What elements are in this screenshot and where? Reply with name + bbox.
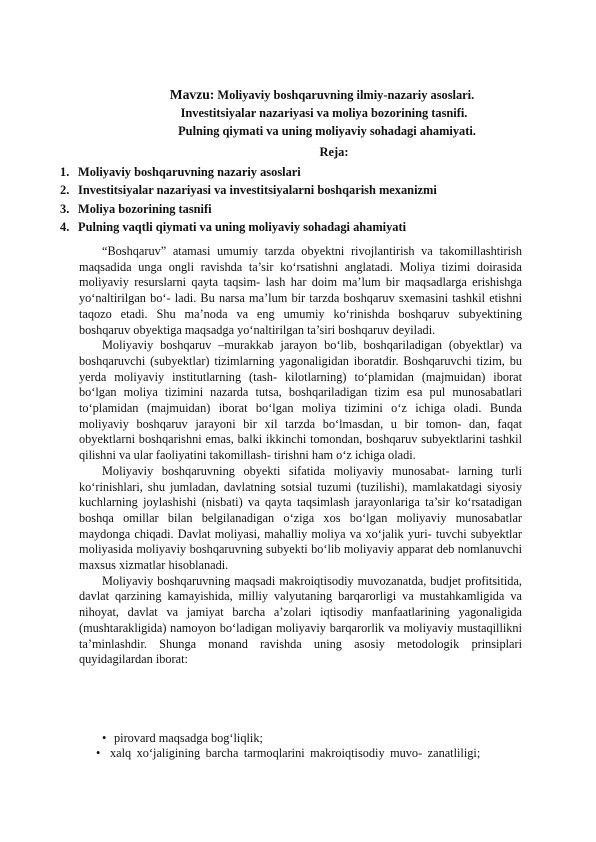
paragraph-1: “Boshqaruv” atamasi umumiy tarzda obyektni rivojlantirish va takomillashtirish maqsadida unga ongli ravishda ta’sir ko‘rsatishni anglatadi. Moliya tizimi doirasida moliyaviy resurslarni qayta taqsim- lash har doim ma’lum bir maqsadlarga erishishga yo‘naltirilgan bo‘- ladi. Bu narsa ma’lum bir tarzda boshqaruv sxemasini tashkil etishni taqozo etadi. Shu ma’noda va eng umumiy ko‘rinishda boshqaruv subyektining boshqaruv obyektiga maqsadga yo‘naltirilgan ta’siri boshqaruv deyiladi. [79, 244, 522, 337]
bullet-text: pirovard maqsadga bog‘liqlik; [114, 731, 263, 745]
paragraph-4: Moliyaviy boshqaruvning maqsadi makroiqtisodiy muvozanatda, budjet profitsitida, davlat qarzining kamayishida, milliy valyutaning barqarorligi va mustahkamligida va nihoyat, davlat va jamiyat barcha a’zolari iqtisodiy manfaatlarining yagonaligida (mushtarakligida) namoyon bo‘ladigan moliyaviy barqarorlik va moliyaviy mustaqillikni ta’minlashdir. Shunga monand ravishda uning asosiy metodologik prinsiplari quyidagilardan iborat: [79, 573, 522, 667]
bullet-item [96, 746, 522, 761]
title-line-2: Investitsiyalar nazariyasi va moliya bozorining tasnifi. [180, 106, 468, 120]
plan-heading: Reja: [319, 145, 349, 159]
title-line-1 [0, 86, 596, 104]
plan-item-number: 2. [60, 183, 70, 198]
plan-item-number: 4. [60, 220, 70, 235]
bullet-item [102, 731, 263, 746]
bullet-icon: • [96, 746, 101, 760]
plan-item [60, 163, 437, 181]
plan-item-text: Moliyaviy boshqaruvning nazariy asoslari [78, 165, 301, 179]
paragraph-3: Moliyaviy boshqaruvning obyekti sifatida moliyaviy munosabat- larning turli ko‘rinishlari, shu jumladan, davlatning sotsial tuzumi (tuzilishi), mamlakatdagi siyosiy kuchlarning joylashishi (nisbati) va qayta taqsimlash jarayonlariga ta’sir ko‘rsatadigan boshqa omillar bilan belgilanadigan o‘ziga xos bo‘lgan moliyaviy munosabatlar maydonga chiqadi. Davlat moliyasi, mahalliy moliya va xo‘jalik yuri- tuvchi subyektlar moliyasida moliyaviy boshqaruvning subyekti bo‘lib moliyaviy apparat deb nomlanuvchi maxsus xizmatlar hisoblanadi. [79, 463, 522, 573]
plan-item [60, 200, 437, 218]
paragraph-2: Moliyaviy boshqaruv –murakkab jarayon bo‘lib, boshqariladigan (obyektlar) va boshqaruvchi (subyektlar) tizimlarning yagonaligidan iboratdir. Boshqaruvchi tizim, bu yerda moliyaviy institutlarning (tash- kilotlarning) to‘plamidan (majmuidan) iborat bo‘lgan moliya tizimini nazarda tutsa, boshqariladigan tizim esa pul munosabatlari to‘plamidan (majmuidan) iborat bo‘lgan moliya tizimini o‘z ichiga oladi. Bunda moliyaviy boshqaruv jarayoni bir xil tarzda bo‘lmasdan, u bir tomon- dan, faqat obyektlarni boshqarishni emas, balki ikkinchi tomondan, boshqaruv subyektlarini tashkil qilishni va ular faoliyatini takomillash- tirishni ham o‘z ichiga oladi. [79, 338, 522, 463]
plan-item-number: 3. [60, 201, 70, 216]
plan-item-text: Moliya bozorining tasnifi [78, 201, 212, 216]
title-line-1-text: Moliyaviy boshqaruvning ilmiy-nazariy asoslari. [214, 88, 475, 102]
body-text [79, 244, 522, 668]
bullet-text: xalq xo‘jaligining barcha tarmoqlarini makroiqtisodiy muvo- zanatliligi; [110, 746, 481, 760]
document-title [0, 86, 596, 140]
plan-item [60, 218, 437, 236]
plan-item-text: Investitsiyalar nazariyasi va investitsiyalarni boshqarish mexanizmi [78, 183, 437, 198]
bullet-icon: • [102, 731, 107, 745]
plan-item-number: 1. [60, 165, 70, 179]
plan-item-text: Pulning vaqtli qiymati va uning moliyaviy sohadagi ahamiyati [78, 220, 407, 235]
title-topic-label: Mavzu: [169, 87, 215, 102]
title-line-3: Pulning qiymati va uning moliyaviy sohadagi ahamiyati. [178, 124, 476, 138]
plan-item [60, 181, 437, 199]
plan-list [60, 163, 437, 237]
